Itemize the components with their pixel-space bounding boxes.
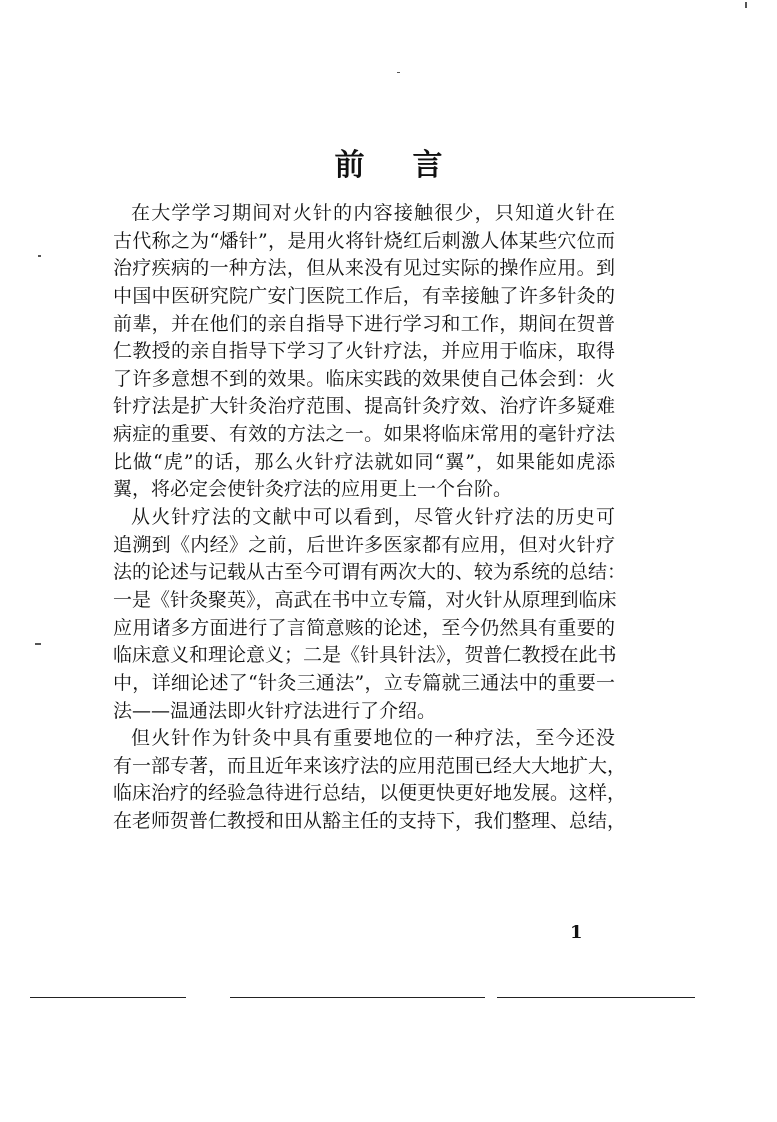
text-line: 追溯到《内经》之前，后世许多医家都有应用，但对火针疗 (113, 533, 615, 556)
scan-speck (35, 643, 41, 645)
preface-body (113, 200, 627, 836)
text-line: 比做“虎”的话，那么火针疗法就如同“翼”，如果能如虎添 (113, 450, 615, 473)
bottom-rule (30, 997, 186, 998)
text-line: 法的论述与记载从古至今可谓有两次大的、较为系统的总结： (113, 561, 627, 584)
text-line: 临床意义和理论意义；二是《针具针法》，贺普仁教授在此书 (113, 644, 617, 667)
text-line: 前辈，并在他们的亲自指导下进行学习和工作，期间在贺普 (113, 312, 615, 335)
text-line: 一是《针灸聚英》，高武在书中立专篇，对火针从原理到临床 (113, 588, 617, 611)
bottom-rule (497, 997, 695, 998)
text-line: 从火针疗法的文献中可以看到，尽管火针疗法的历史可 (131, 506, 615, 529)
scan-speck (745, 2, 747, 8)
text-line: 应用诸多方面进行了言简意赅的论述，至今仍然具有重要的 (113, 616, 615, 639)
text-line: 病症的重要、有效的方法之一。如果将临床常用的毫针疗法 (113, 423, 615, 446)
text-line: 但火针作为针灸中具有重要地位的一种疗法，至今还没 (131, 727, 615, 750)
text-line: 古代称之为“燔针”，是用火将针烧红后刺激人体某些穴位而 (113, 229, 615, 252)
text-line: 仁教授的亲自指导下学习了火针疗法，并应用于临床，取得 (113, 340, 615, 363)
bottom-rule (230, 997, 485, 998)
text-line: 针疗法是扩大针灸治疗范围、提高针灸疗效、治疗许多疑难 (113, 395, 615, 418)
page-title: 前言 (334, 148, 491, 183)
text-line: 中国中医研究院广安门医院工作后，有幸接触了许多针灸的 (113, 284, 615, 307)
text-line: 中，详细论述了“针灸三通法”，立专篇就三通法中的重要一 (113, 671, 615, 694)
text-line: 治疗疾病的一种方法，但从来没有见过实际的操作应用。到 (113, 257, 615, 280)
scan-speck (397, 72, 400, 73)
text-line: 了许多意想不到的效果。临床实践的效果使自己体会到：火 (113, 367, 615, 390)
page-number: 1 (570, 922, 583, 943)
text-line: 临床治疗的经验急待进行总结，以便更快更好地发展。这样， (113, 782, 627, 805)
text-line: 在大学学习期间对火针的内容接触很少，只知道火针在 (131, 202, 615, 224)
text-line: 在老师贺普仁教授和田从豁主任的支持下，我们整理、总结， (113, 810, 627, 833)
text-line: 翼，将必定会使针灸疗法的应用更上一个台阶。 (113, 478, 513, 501)
text-line: 有一部专著，而且近年来该疗法的应用范围已经大大地扩大， (113, 754, 627, 777)
scan-speck (38, 255, 41, 257)
text-line: 法——温通法即火针疗法进行了介绍。 (113, 699, 437, 722)
